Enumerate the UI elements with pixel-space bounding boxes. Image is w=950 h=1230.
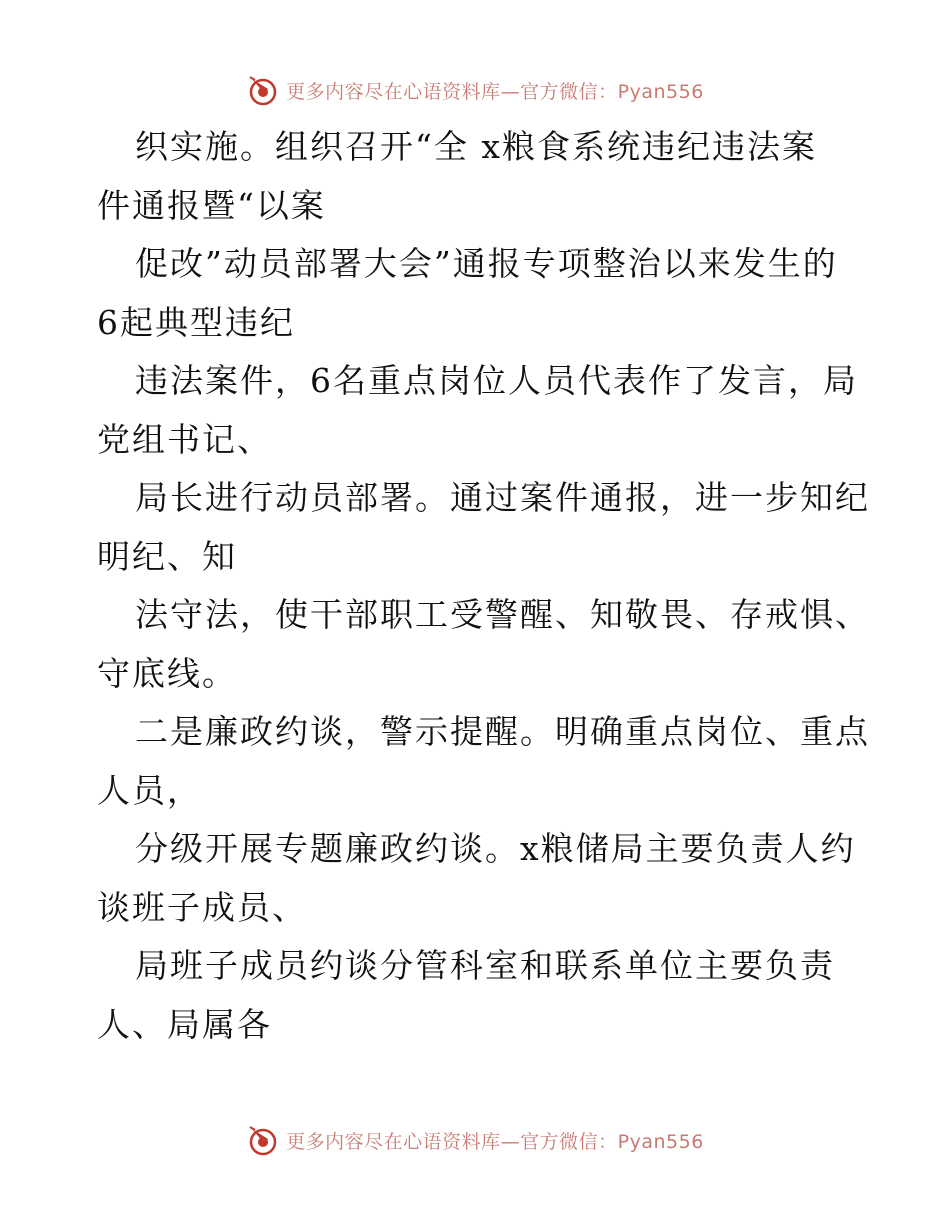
- text-line: 分级开展专题廉政约谈。x粮储局主要负责人约: [135, 829, 856, 868]
- text-line: 6起典型违纪: [97, 302, 295, 342]
- text-line: 明纪、知: [97, 536, 237, 576]
- header-banner-text: 更多内容尽在心语资料库—官方微信：Pyan556: [286, 80, 704, 103]
- text-line: 件通报暨“以案: [97, 185, 326, 225]
- text-line: 织实施。组织召开“全 x粮食系统违纪违法案: [135, 127, 817, 166]
- text-line: 人、局属各: [97, 1004, 272, 1044]
- text-line: 二是廉政约谈，警示提醒。明确重点岗位、重点: [135, 712, 870, 751]
- document-body: [97, 118, 870, 1054]
- header-banner: [0, 70, 950, 110]
- text-line: 违法案件，6名重点岗位人员代表作了发言，局: [135, 361, 858, 400]
- text-line: 人员，: [97, 770, 202, 810]
- text-line: 促改”动员部署大会”通报专项整治以来发生的: [135, 244, 838, 283]
- quill-seal-icon: [246, 73, 280, 107]
- text-line: 党组书记、: [97, 419, 272, 459]
- quill-seal-icon: [246, 1123, 280, 1157]
- text-line: 守底线。: [97, 653, 237, 693]
- text-line: 谈班子成员、: [97, 887, 307, 927]
- text-line: 局长进行动员部署。通过案件通报，进一步知纪: [135, 478, 870, 517]
- footer-banner: [0, 1120, 950, 1160]
- text-line: 法守法，使干部职工受警醒、知敬畏、存戒惧、: [135, 595, 870, 634]
- footer-banner-text: 更多内容尽在心语资料库—官方微信：Pyan556: [286, 1130, 704, 1153]
- text-line: 局班子成员约谈分管科室和联系单位主要负责: [135, 946, 835, 985]
